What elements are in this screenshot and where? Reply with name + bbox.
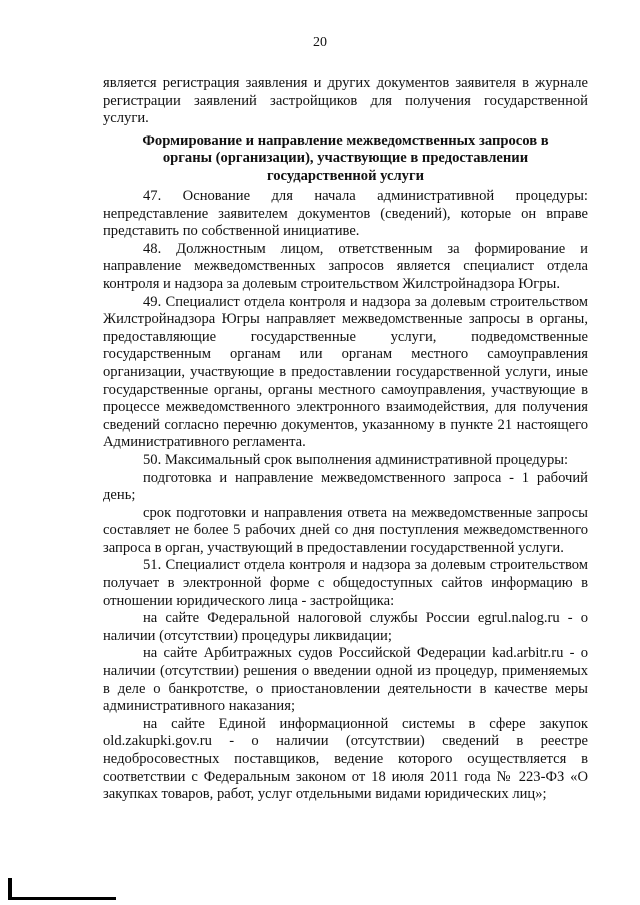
paragraph-51: 51. Специалист отдела контроля и надзора за долевым строительством получает в электронной форме с общедоступных сайтов информацию в отношении юридического лица - застройщика: bbox=[103, 557, 588, 609]
page-number: 20 bbox=[313, 35, 327, 50]
paragraph-51-procurement-system: на сайте Единой информационной системы в сфере закупок old.zakupki.gov.ru - о наличии (отсутствии) сведений в реестре недобросовестных поставщиков, ведение которого осуществляется в соответствии с Федеральным законом от 18 июля 2011 года № 223-ФЗ «О закупках товаров, работ, услуг отдельными видами юридических лиц»; bbox=[103, 715, 588, 803]
paragraph-48: 48. Должностным лицом, ответственным за формирование и направление межведомственных запросов является специалист отдела контроля и надзора за долевым строительством Жилстройнадзора Югры. bbox=[103, 240, 588, 292]
document-body bbox=[103, 75, 588, 804]
section-heading: Формирование и направление межведомственных запросов в органы (организации), участвующие в предоставлении государственной услуги bbox=[142, 132, 549, 184]
paragraph-50-request-term: подготовка и направление межведомственного запроса - 1 рабочий день; bbox=[103, 469, 588, 504]
paragraph-49: 49. Специалист отдела контроля и надзора за долевым строительством Жилстройнадзора Югры направляет межведомственные запросы в органы, предоставляющие государственные услуги, подведомственные государственным органам или органам местного самоуправления организации, участвующие в предоставлении государственной услуги, иные государственные органы, органы местного самоуправления, участвующие в процессе межведомственного электронного взаимодействия, для получения сведений согласно перечню документов, указанному в пункте 21 настоящего Административного регламента. bbox=[103, 293, 588, 451]
scan-corner-mark bbox=[8, 878, 116, 900]
paragraph-51-tax-service: на сайте Федеральной налоговой службы России egrul.nalog.ru - о наличии (отсутствии) процедуры ликвидации; bbox=[103, 610, 588, 644]
intro-paragraph: является регистрация заявления и других документов заявителя в журнале регистрации заявлений застройщиков для получения государственной услуги. bbox=[103, 75, 588, 127]
paragraph-51-arbitration-courts: на сайте Арбитражных судов Российской Федерации kad.arbitr.ru - о наличии (отсутствии) решения о введении одной из процедур, применяемых в деле о банкротстве, о приостановлении деятельности в качестве меры административного наказания; bbox=[103, 645, 588, 715]
paragraph-50: 50. Максимальный срок выполнения административной процедуры: bbox=[143, 451, 569, 468]
paragraph-50-response-term: срок подготовки и направления ответа на межведомственные запросы составляет не более 5 рабочих дней со дня поступления межведомственного запроса в орган, участвующий в предоставлении государственной услуги. bbox=[103, 504, 588, 556]
paragraph-47: 47. Основание для начала административной процедуры: непредставление заявителем документов (сведений), которые он вправе представить по собственной инициативе. bbox=[103, 188, 588, 240]
